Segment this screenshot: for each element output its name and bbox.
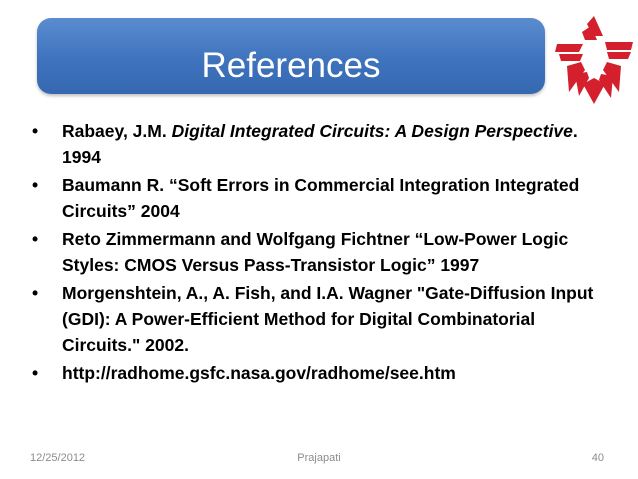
reference-year: . 1994 <box>62 121 578 167</box>
bullet-icon: • <box>32 175 39 195</box>
footer-page-number: 40 <box>591 452 604 464</box>
reference-text: Reto Zimmermann and Wolfgang Fichtner “Low-Power Logic Styles: CMOS Versus Pass-Transistor Logic” 1997 <box>62 229 569 275</box>
references-list <box>28 118 618 388</box>
university-star-logo-icon <box>553 14 635 106</box>
reference-item <box>28 118 618 170</box>
bullet-icon: • <box>32 363 39 383</box>
reference-author: Rabaey, J.M. <box>62 121 172 141</box>
reference-item <box>28 172 618 224</box>
slide-title: References <box>201 46 381 85</box>
reference-text: Morgenshtein, A., A. Fish, and I.A. Wagner "Gate-Diffusion Input (GDI): A Power-Efficient Method for Digital Combinatorial Circuits." 2002. <box>62 283 594 355</box>
reference-item <box>28 280 618 358</box>
reference-book-title: Digital Integrated Circuits: A Design Perspective <box>171 121 573 141</box>
bullet-icon: • <box>32 229 39 249</box>
bullet-icon: • <box>32 283 39 303</box>
footer-date: 12/25/2012 <box>30 452 86 464</box>
bullet-icon: • <box>32 121 39 141</box>
reference-item <box>28 360 618 386</box>
reference-text: Baumann R. “Soft Errors in Commercial Integration Integrated Circuits” 2004 <box>62 175 580 221</box>
title-bar <box>37 18 545 94</box>
reference-item <box>28 226 618 278</box>
reference-url: http://radhome.gsfc.nasa.gov/radhome/see.htm <box>62 363 456 383</box>
footer-author: Prajapati <box>297 452 341 464</box>
